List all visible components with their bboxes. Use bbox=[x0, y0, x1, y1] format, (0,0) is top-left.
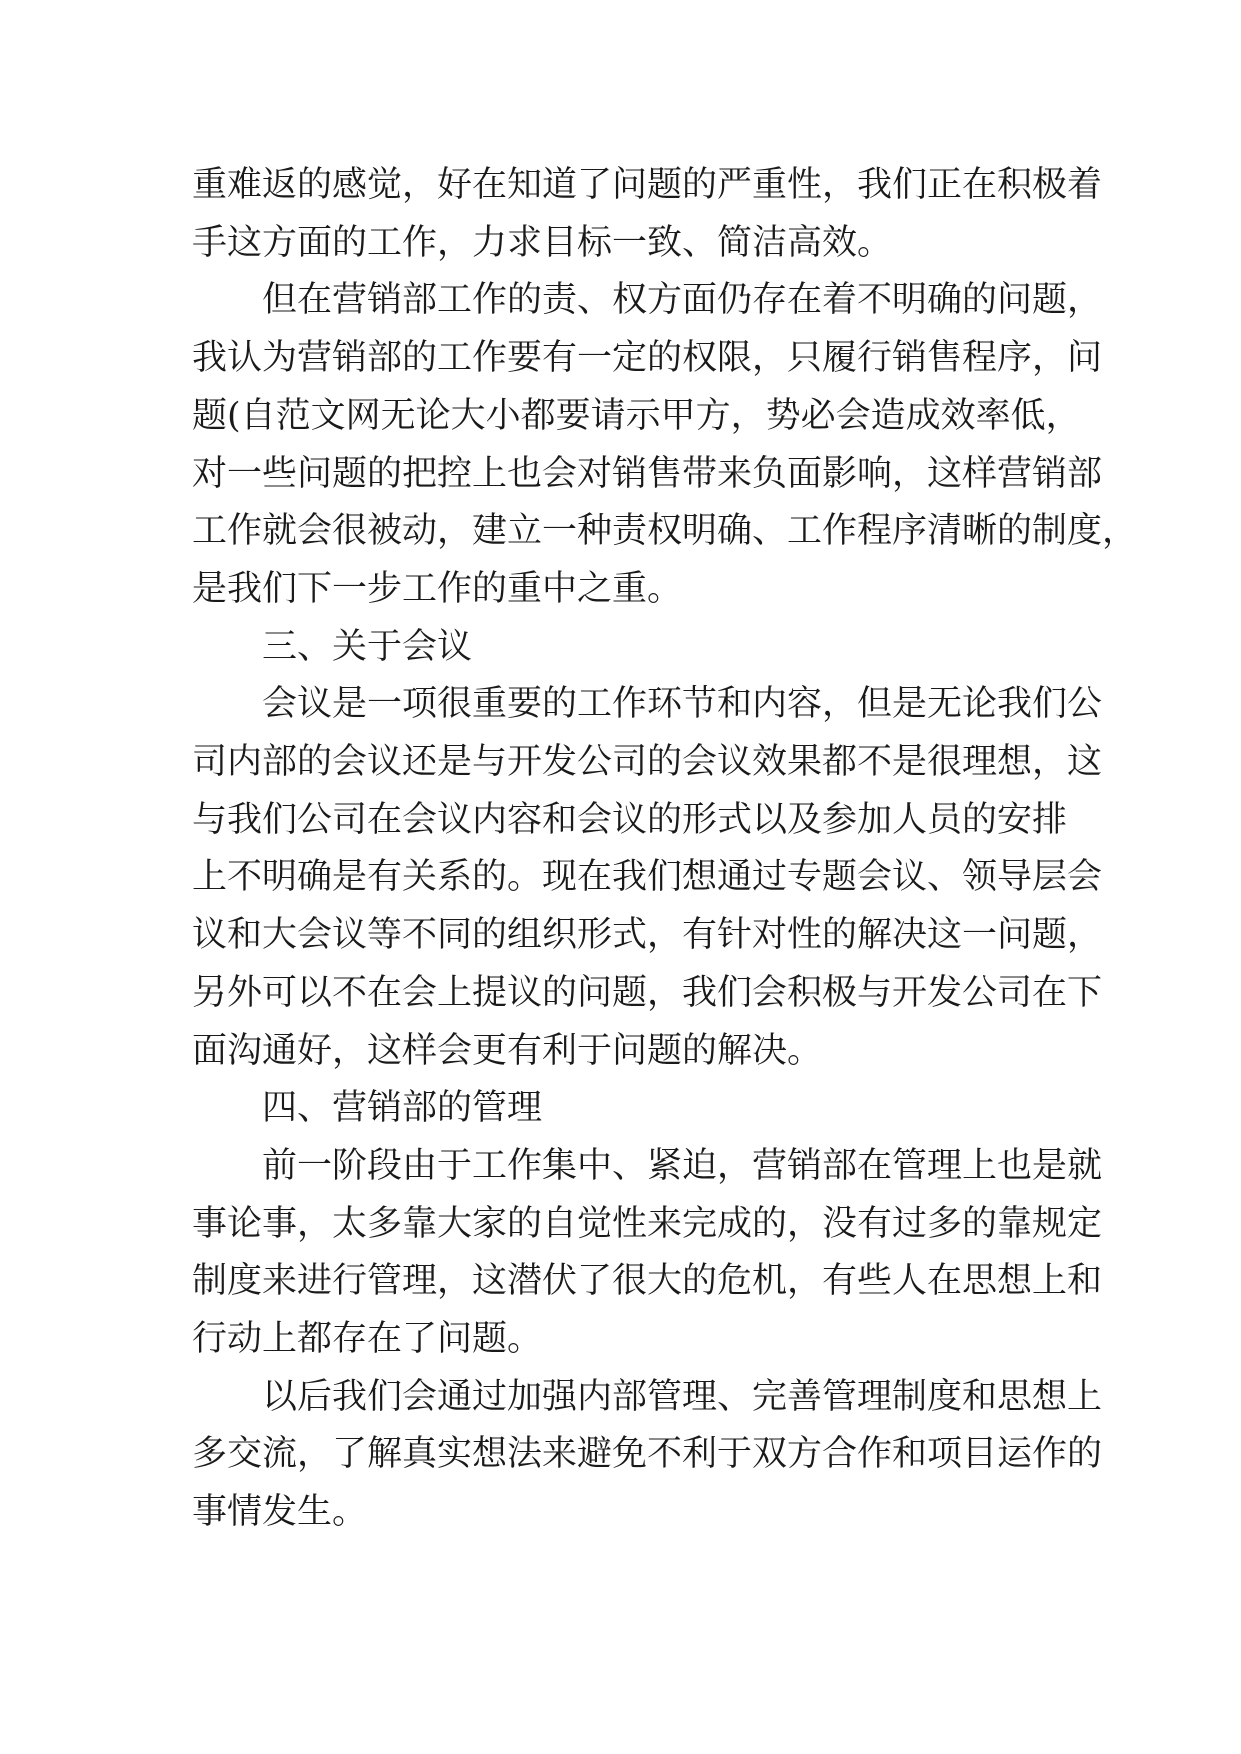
text-line: 工作就会很被动，建立一种责权明确、工作程序清晰的制度， bbox=[192, 511, 1138, 552]
text-line: 是我们下一步工作的重中之重。 bbox=[192, 568, 683, 609]
text-line: 手这方面的工作，力求目标一致、简洁高效。 bbox=[192, 222, 893, 263]
heading-text: 三、关于会议 bbox=[262, 626, 473, 667]
text-line: 制度来进行管理，这潜伏了很大的危机，有些人在思想上和 bbox=[192, 1261, 1103, 1302]
text-line: 对一些问题的把控上也会对销售带来负面影响，这样营销部 bbox=[192, 453, 1103, 494]
text-line: 上不明确是有关系的。现在我们想通过专题会议、领导层会 bbox=[192, 857, 1103, 898]
text-line: 以后我们会通过加强内部管理、完善管理制度和思想上 bbox=[262, 1376, 1103, 1417]
text-line: 多交流，了解真实想法来避免不利于双方合作和项目运作的 bbox=[192, 1434, 1103, 1475]
document-body bbox=[192, 157, 1138, 1542]
text-line: 与我们公司在会议内容和会议的形式以及参加人员的安排 bbox=[192, 799, 1068, 840]
text-line: 但在营销部工作的责、权方面仍存在着不明确的问题， bbox=[262, 280, 1103, 321]
text-line: 题(自范文网无论大小都要请示甲方，势必会造成效率低， bbox=[192, 395, 1081, 436]
text-line: 司内部的会议还是与开发公司的会议效果都不是很理想，这 bbox=[192, 742, 1103, 783]
text-line: 事论事，太多靠大家的自觉性来完成的，没有过多的靠规定 bbox=[192, 1203, 1103, 1244]
text-line: 事情发生。 bbox=[192, 1492, 368, 1533]
paragraph-future-plans bbox=[192, 1369, 1103, 1542]
section-heading-management bbox=[192, 1080, 1048, 1138]
text-line: 议和大会议等不同的组织形式，有针对性的解决这一问题， bbox=[192, 915, 1103, 956]
paragraph-meetings bbox=[192, 676, 1103, 1080]
text-line: 重难返的感觉，好在知道了问题的严重性，我们正在积极着 bbox=[192, 165, 1103, 205]
paragraph-management bbox=[192, 1138, 1103, 1369]
text-line: 前一阶段由于工作集中、紧迫，营销部在管理上也是就 bbox=[262, 1145, 1103, 1186]
section-heading-meetings bbox=[192, 619, 1048, 677]
heading-text: 四、营销部的管理 bbox=[262, 1088, 543, 1129]
text-line: 行动上都存在了问题。 bbox=[192, 1319, 543, 1360]
paragraph-responsibility bbox=[192, 272, 1138, 618]
text-line: 会议是一项很重要的工作环节和内容，但是无论我们公 bbox=[262, 684, 1103, 725]
paragraph-continuation bbox=[192, 157, 1103, 272]
text-line: 面沟通好，这样会更有利于问题的解决。 bbox=[192, 1030, 823, 1071]
text-line: 我认为营销部的工作要有一定的权限，只履行销售程序，问 bbox=[192, 338, 1103, 379]
text-line: 另外可以不在会上提议的问题，我们会积极与开发公司在下 bbox=[192, 972, 1103, 1013]
